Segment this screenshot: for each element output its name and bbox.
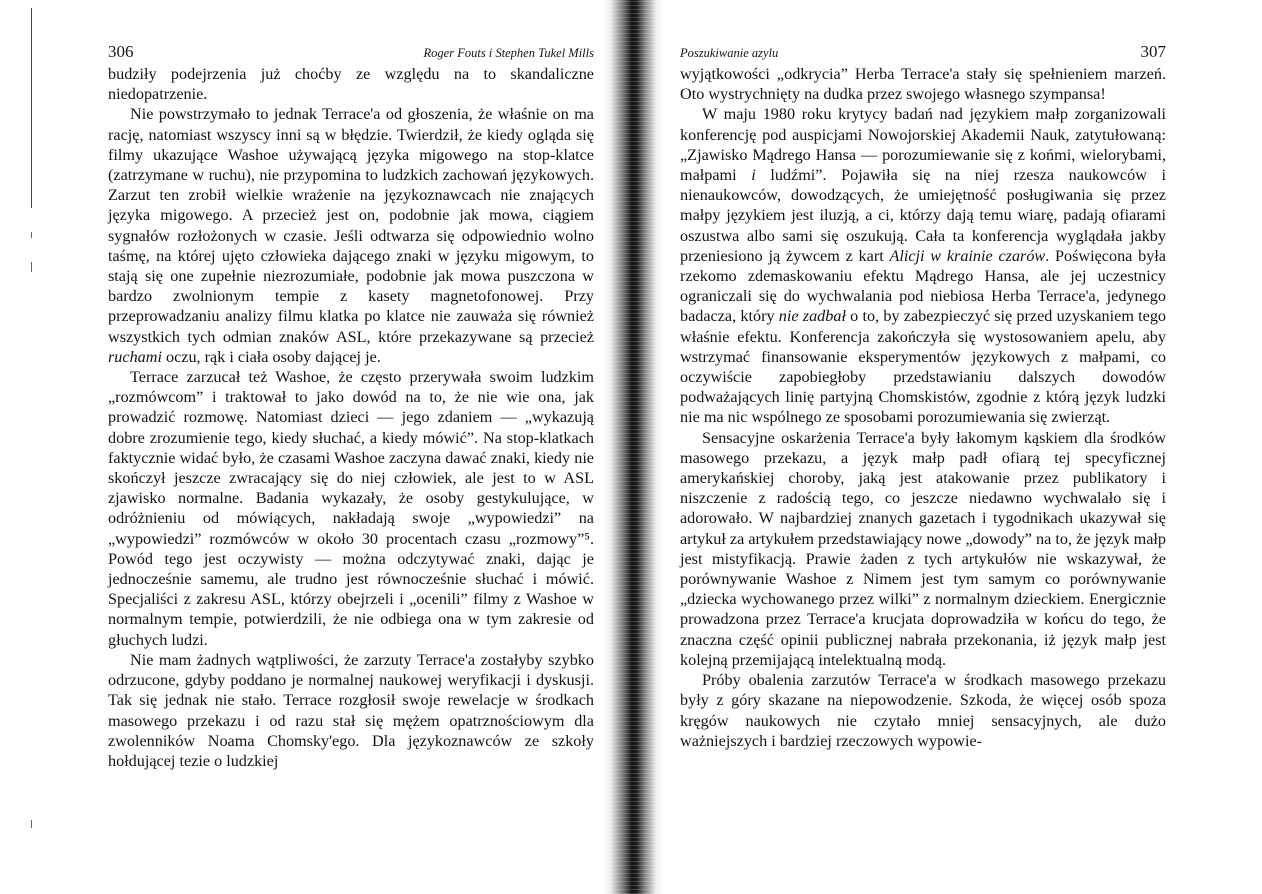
left-running-head: Roger Fouts i Stephen Tukel Mills [423,46,594,60]
paragraph: W maju 1980 roku krytycy badań nad językiem małp zorganizowali konferencję pod auspicjami Nowojorskiej Akademii Nauk, zatytułowaną: „Zjawisko Mądrego Hansa — porozumiewanie się z końmi, wielorybami, małpami i ludźmi”. Pojawiła się na niej rzesza naukowców i nienaukowców, dowodzących, że umiejętność posługiwania się przez małpy językiem jest iluzją, a ci, którzy dają temu wiarę, padają ofiarami oszustwa albo sami się oszukują. Cała ta konferencja wyglądała jakby przeniesiono ją żywcem z kart Alicji w krainie czarów. Poświęcona była rzekomo zdemaskowaniu efektu Mądrego Hansa, ale jej uczestnicy ograniczali się do wychwalania pod niebiosa Herba Terrace'a, jedynego badacza, który nie zadbał o to, by zabezpieczyć się przed uzyskaniem tego właśnie efektu. Konferencja zakończyła się wystosowaniem apelu, aby wstrzymać finansowanie eksperymentów językowych z małpami, co oczywiście zapobiegłoby przedstawianiu dalszych dowodów podważających linię partyjną Chomskistów, zgodnie z którą język ludzki nie ma nic wspólnego ze sposobami porozumiewania się zwierząt. [680,105,1167,427]
left-page-number: 306 [108,42,134,61]
paragraph: wyjątkowości „odkrycia” Herba Terrace'a stały się spełnieniem marzeń. Oto wystrychnięty na dudka przez swojego własnego szympansa! [680,65,1166,104]
paragraph: Nie powstrzymało to jednak Terrace'a od głoszenia, że właśnie on ma rację, natomiast wszyscy inni są w błędzie. Twierdził, że kiedy ogląda się filmy ukazujące Washoe używającą języka migowego na stop-klatce (zatrzymane w ruchu), nie przypomina to ludzkich zachowań językowych. Zarzut ten zrobił wielkie wrażenie na językoznawcach nie znających języka migowego. A przecież jest on, podobnie jak mowa, ciągiem sygnałów rozłożonych w czasie. Jeśli odtwarza się odpowiednio wolno taśmę, na której ujęto człowieka dającego znaki w języku migowym, to stają się one zupełnie niezrozumiałe, podobnie jak mowa puszczona w bardzo zwolnionym tempie z kasety magnetofonowej. Przy przeprowadzaniu analizy filmu klatka po klatce nie zauważa się również wszystkich tych odmian znaków ASL, które przekazywane są przecież ruchami oczu, rąk i ciała osoby dającej je. [108,105,594,366]
page-edge-mark [31,232,32,238]
left-page-body [108,64,594,771]
page-edge-mark [31,820,32,828]
left-page [108,38,594,771]
right-page-body [680,64,1166,751]
page-edge-mark [31,262,32,272]
left-page-header [108,38,594,64]
book-gutter-shadow [604,0,664,894]
page-edge-line [31,8,32,208]
right-page-number: 307 [1140,42,1166,61]
paragraph: Nie mam żadnych wątpliwości, że zarzuty Terrace'a zostałyby szybko odrzucone, gdyby poddano je normalnej naukowej weryfikacji i dyskusji. Tak się jednak nie stało. Terrace rozgłosił swoje rewelacje w środkach masowego przekazu i od razu stał się mężem opatrznościowym dla zwolenników Noama Chomsky'ego. Dla językoznawców ze szkoły hołdującej tezie o ludzkiej [108,650,594,770]
right-running-head: Poszukiwanie azylu [680,46,779,60]
right-page-header [680,38,1166,64]
paragraph: Próby obalenia zarzutów Terrace'a w środkach masowego przekazu były z góry skazane na niepowodzenie. Szkoda, że więcej osób spoza kręgów naukowych nie czytało mniej sensacyjnych, ale dużo ważniejszych i bardziej rzeczowych wypowie- [680,671,1166,750]
paragraph: Sensacyjne oskarżenia Terrace'a były łakomym kąskiem dla środków masowego przekazu, a język małp padł ofiarą tej specyficznej amerykańskiej choroby, jaką jest atakowanie przez publikatory i niszczenie z radością tego, co jeszcze niedawno wychwalało się i adorowało. W najbardziej znanych gazetach i tygodnikach ukazywał się artykuł za artykułem przedstawiający nowe „dowody” na to, że język małp jest mistyfikacją. Prawie żaden z tych artykułów nie wskazywał, że porównywanie Washoe z Nimem jest tym samym co porównywanie „dziecka wychowanego przez wilki” z normalnym dzieckiem. Energicznie prowadzona przez Terrace'a krucjata doprowadziła w końcu do tego, że znaczna część opinii publicznej nabrała przekonania, iż język małp jest kolejną przemijającą intelektualną modą. [680,428,1166,669]
paragraph: budziły podejrzenia już choćby ze względu na to skandaliczne niedopatrzenie. [108,65,594,104]
paragraph: Terrace zarzucał też Washoe, że często przerywała swoim ludzkim „rozmówcom” i traktował to jako dowód na to, że nie wie ona, jak prowadzić rozmowę. Natomiast dzieci — jego zdaniem — „wykazują dobre zrozumienie tego, kiedy słuchać, a kiedy mówić”. Na stop-klatkach faktycznie widać było, że czasami Washoe zaczyna dawać znaki, kiedy nie skończył jeszcze zwracający się do niej człowiek, ale jest to w ASL zjawisko normalne. Badania wykazały, że osoby gestykulujące, w odróżnieniu od mówiących, nakładają swoje „wypowiedzi” na „wypowiedzi” rozmówców w około 30 procentach czasu „rozmowy”⁵. Powód tego jest oczywisty — można odczytywać znaki, dając je jednocześnie samemu, ale trudno jest równocześnie słuchać i mówić. Specjaliści z zakresu ASL, którzy obejrzeli i „ocenili” filmy z Washoe w normalnym tempie, potwierdzili, że nie odbiega ona w tym zakresie od głuchych ludzi. [108,368,594,649]
right-page [680,38,1166,751]
